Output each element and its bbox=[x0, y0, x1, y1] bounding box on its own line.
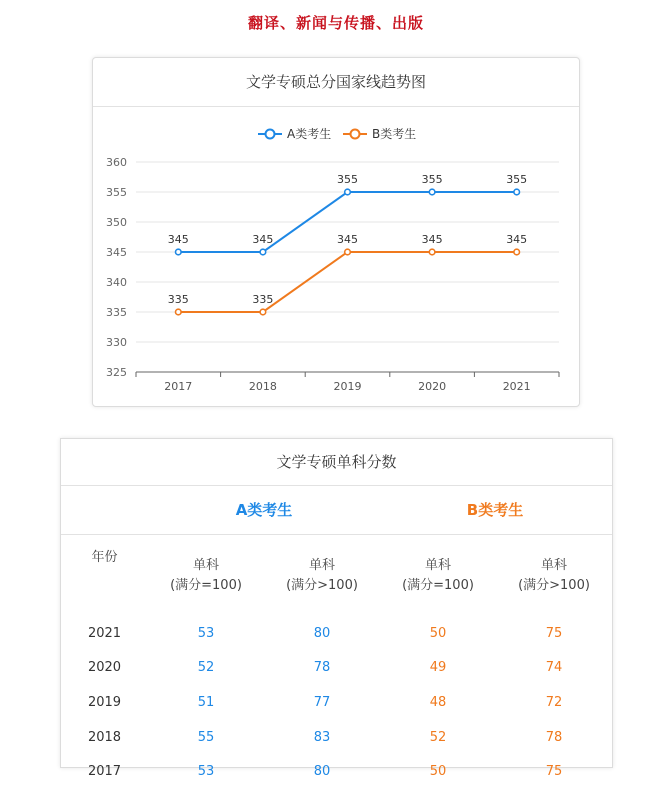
legend-marker bbox=[351, 130, 360, 139]
score-cell: 50 bbox=[429, 625, 447, 641]
year-cell: 2018 bbox=[87, 729, 122, 745]
data-label: 335 bbox=[252, 293, 274, 306]
col-header-line1: 单科 bbox=[424, 557, 451, 573]
x-tick-label: 2021 bbox=[502, 380, 531, 393]
data-point bbox=[176, 249, 182, 255]
score-cell: 55 bbox=[197, 729, 215, 745]
x-tick-label: 2018 bbox=[248, 380, 277, 393]
score-table-card bbox=[60, 438, 613, 780]
data-point bbox=[345, 189, 351, 195]
col-header-line2: (满分>100) bbox=[518, 577, 590, 593]
score-cell: 52 bbox=[197, 660, 215, 676]
page-title: 翻译、新闻与传播、出版 bbox=[247, 14, 424, 32]
data-label: 345 bbox=[252, 233, 274, 246]
col-header-line2: (满分=100) bbox=[170, 577, 242, 593]
score-cell: 53 bbox=[197, 764, 215, 780]
y-tick-label: 330 bbox=[106, 336, 127, 349]
table-row bbox=[61, 651, 612, 686]
score-cell: 53 bbox=[197, 625, 215, 641]
x-tick-label: 2020 bbox=[418, 380, 447, 393]
data-point bbox=[514, 249, 520, 255]
col-header-b2 bbox=[496, 535, 612, 616]
year-cell: 2020 bbox=[87, 660, 122, 676]
score-cell: 49 bbox=[429, 660, 447, 676]
y-tick-label: 355 bbox=[106, 186, 127, 199]
col-header-a2 bbox=[264, 535, 380, 616]
col-header-line1: 单科 bbox=[308, 557, 335, 573]
year-cell: 2021 bbox=[87, 625, 122, 641]
data-label: 345 bbox=[506, 233, 528, 246]
score-cell: 75 bbox=[545, 625, 563, 641]
group-b-label: B类考生 bbox=[466, 501, 524, 519]
legend-label: A类考生 bbox=[287, 127, 332, 141]
score-cell: 72 bbox=[545, 694, 563, 710]
data-point bbox=[429, 189, 435, 195]
data-label: 335 bbox=[167, 293, 189, 306]
chart-card bbox=[92, 57, 580, 407]
line-chart bbox=[93, 107, 579, 405]
chart-title: 文学专硕总分国家线趋势图 bbox=[93, 58, 579, 107]
col-header-line2: (满分>100) bbox=[286, 577, 358, 593]
y-tick-label: 350 bbox=[106, 216, 127, 229]
column-header-row bbox=[61, 535, 612, 616]
data-label: 355 bbox=[337, 173, 358, 186]
score-table bbox=[61, 535, 612, 789]
group-a-label: A类考生 bbox=[235, 501, 293, 519]
data-point bbox=[176, 309, 182, 315]
table-row bbox=[61, 685, 612, 720]
x-tick-label: 2017 bbox=[164, 380, 193, 393]
y-tick-label: 345 bbox=[106, 246, 127, 259]
table-title: 文学专硕单科分数 bbox=[61, 439, 612, 486]
score-cell: 78 bbox=[545, 729, 563, 745]
score-cell: 77 bbox=[313, 694, 331, 710]
year-cell: 2017 bbox=[87, 764, 122, 780]
score-cell: 75 bbox=[545, 764, 563, 780]
year-cell: 2019 bbox=[87, 694, 122, 710]
table-row bbox=[61, 720, 612, 755]
data-label: 345 bbox=[167, 233, 189, 246]
score-cell: 48 bbox=[429, 694, 447, 710]
legend-label: B类考生 bbox=[372, 127, 417, 141]
data-label: 355 bbox=[421, 173, 443, 186]
col-header-line1: 单科 bbox=[192, 557, 219, 573]
legend-marker bbox=[266, 130, 275, 139]
score-cell: 74 bbox=[545, 660, 563, 676]
score-cell: 78 bbox=[313, 660, 331, 676]
score-cell: 52 bbox=[429, 729, 447, 745]
data-label: 345 bbox=[421, 233, 443, 246]
col-header-b1 bbox=[380, 535, 496, 616]
table-row bbox=[61, 616, 612, 651]
y-tick-label: 360 bbox=[106, 156, 127, 169]
score-cell: 80 bbox=[313, 625, 331, 641]
col-header-line1: 单科 bbox=[540, 557, 567, 573]
score-cell: 51 bbox=[197, 694, 215, 710]
score-cell: 83 bbox=[313, 729, 331, 745]
y-tick-label: 340 bbox=[106, 276, 127, 289]
score-cell: 50 bbox=[429, 764, 447, 780]
year-header: 年份 bbox=[91, 550, 118, 565]
data-point bbox=[514, 189, 520, 195]
data-point bbox=[429, 249, 435, 255]
data-label: 355 bbox=[506, 173, 528, 186]
score-cell: 80 bbox=[313, 764, 331, 780]
data-point bbox=[260, 309, 266, 315]
data-point bbox=[260, 249, 266, 255]
col-header-a1 bbox=[148, 535, 264, 616]
col-header-line2: (满分=100) bbox=[402, 577, 474, 593]
x-tick-label: 2019 bbox=[333, 380, 362, 393]
group-header-row bbox=[61, 486, 612, 535]
data-point bbox=[345, 249, 351, 255]
y-tick-label: 335 bbox=[106, 306, 127, 319]
y-tick-label: 325 bbox=[106, 366, 127, 379]
data-label: 345 bbox=[337, 233, 358, 246]
